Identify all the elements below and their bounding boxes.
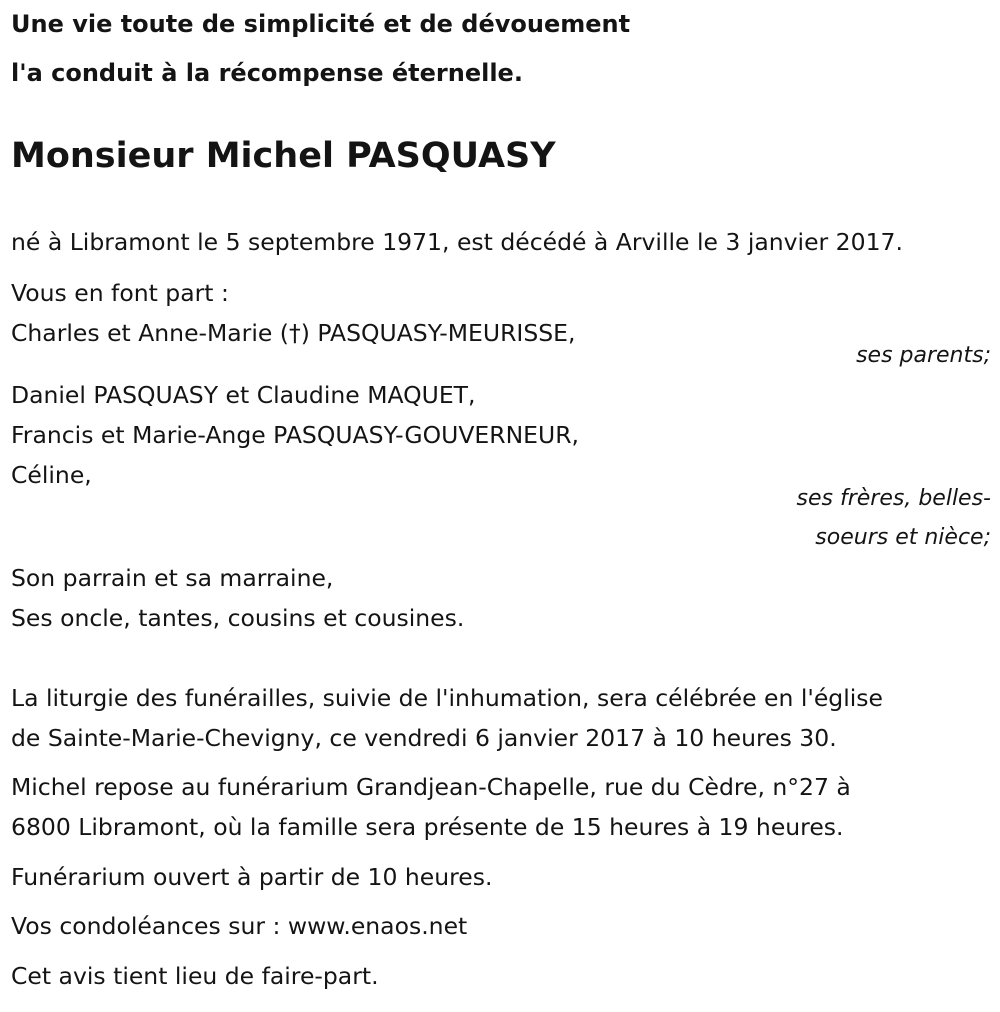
condolences-line: Vos condoléances sur : www.enaos.net bbox=[11, 912, 468, 940]
others-line-1: Son parrain et sa marraine, bbox=[11, 564, 334, 592]
rest-line-2: 6800 Libramont, où la famille sera présente de 15 heures à 19 heures. bbox=[11, 813, 844, 841]
parents-line: Charles et Anne-Marie (†) PASQUASY-MEURISSE, bbox=[11, 319, 576, 347]
sibling-line-1: Daniel PASQUASY et Claudine MAQUET, bbox=[11, 381, 476, 409]
opening-hours-line: Funérarium ouvert à partir de 10 heures. bbox=[11, 863, 493, 891]
sibling-line-3: Céline, bbox=[11, 461, 92, 489]
sibling-line-2: Francis et Marie-Ange PASQUASY-GOUVERNEUR, bbox=[11, 421, 580, 449]
epigraph-line-2: l'a conduit à la récompense éternelle. bbox=[11, 59, 523, 87]
announce-intro: Vous en font part : bbox=[11, 279, 229, 307]
parents-role: ses parents; bbox=[856, 343, 991, 368]
birth-death-line: né à Libramont le 5 septembre 1971, est décédé à Arville le 3 janvier 2017. bbox=[11, 228, 903, 256]
epigraph-line-1: Une vie toute de simplicité et de dévouement bbox=[11, 10, 631, 38]
siblings-role-line-1: ses frères, belles- bbox=[796, 486, 991, 511]
liturgy-line-2: de Sainte-Marie-Chevigny, ce vendredi 6 janvier 2017 à 10 heures 30. bbox=[11, 724, 837, 752]
others-line-2: Ses oncle, tantes, cousins et cousines. bbox=[11, 604, 465, 632]
rest-line-1: Michel repose au funérarium Grandjean-Chapelle, rue du Cèdre, n°27 à bbox=[11, 773, 851, 801]
notice-line: Cet avis tient lieu de faire-part. bbox=[11, 962, 379, 990]
liturgy-line-1: La liturgie des funérailles, suivie de l'inhumation, sera célébrée en l'église bbox=[11, 684, 883, 712]
deceased-name: Monsieur Michel PASQUASY bbox=[11, 136, 556, 176]
siblings-role-line-2: soeurs et nièce; bbox=[815, 525, 991, 550]
